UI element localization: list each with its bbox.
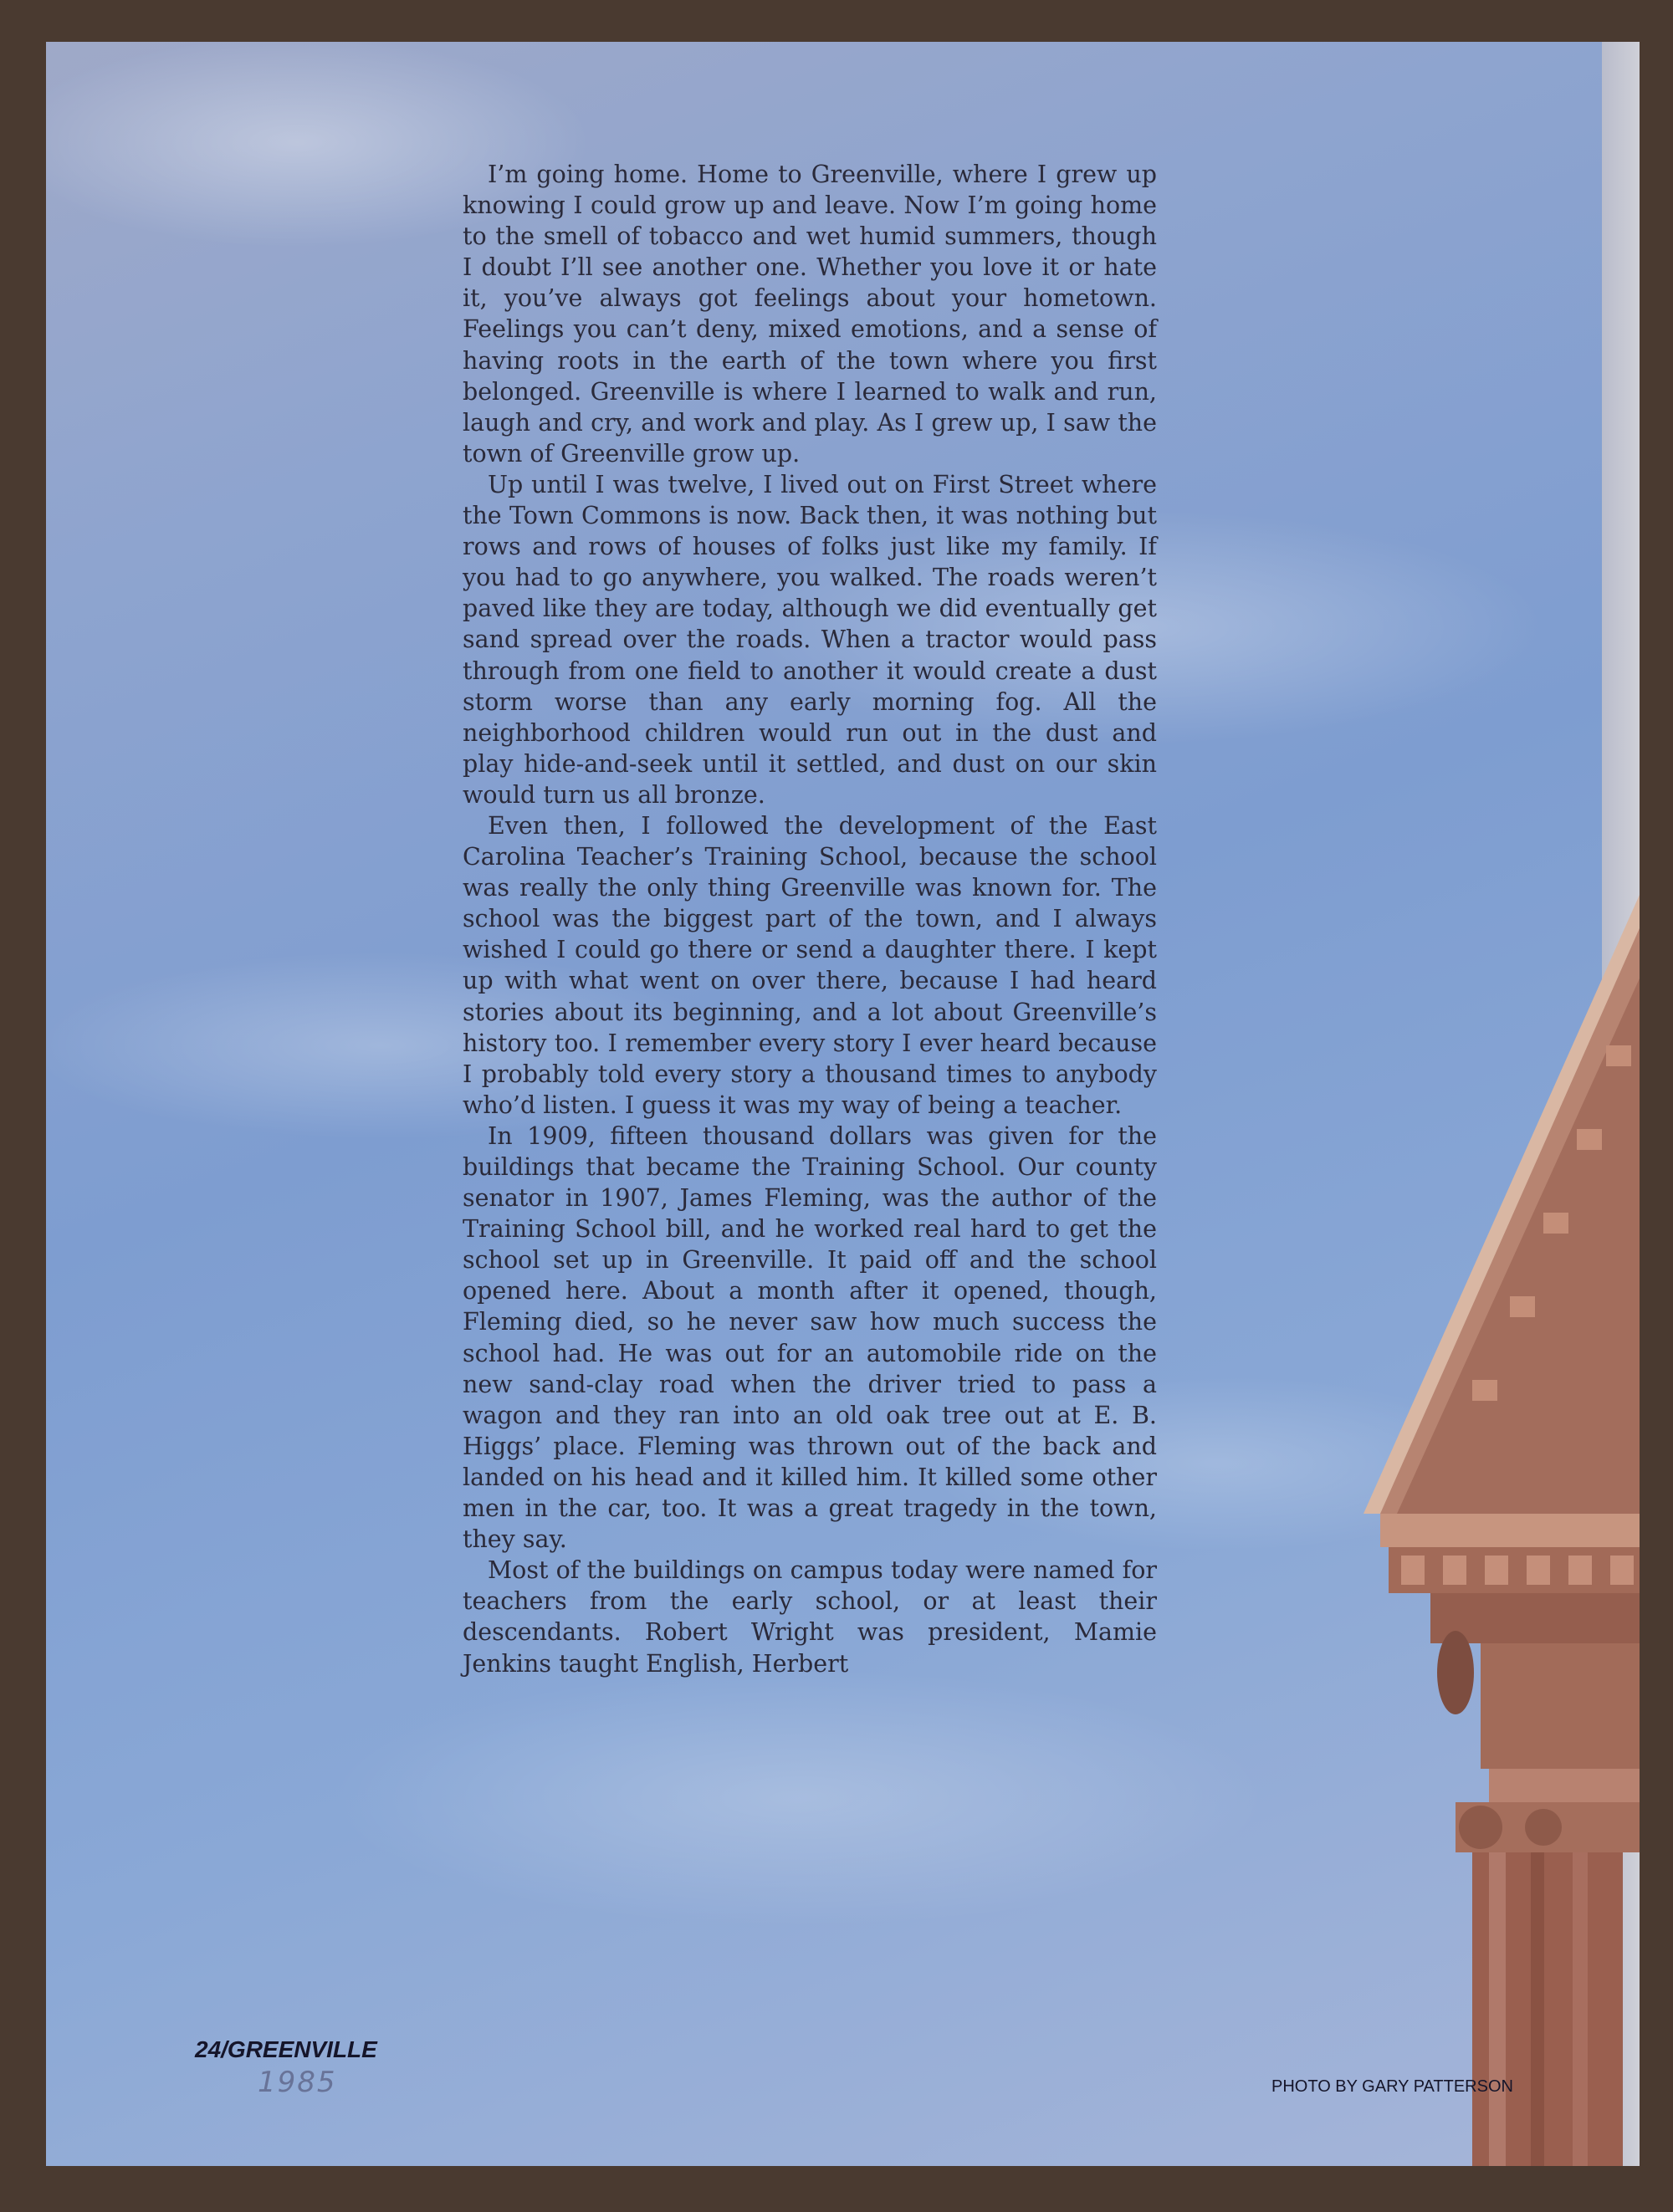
article-body	[463, 159, 1157, 1679]
article-paragraph: I’m going home. Home to Greenville, where I grew up knowing I could grow up and leave. Now I’m going home to the smell of tobacco and wet humid summers, though I doubt I’ll see another one. Whether you love it or hate it, you’ve always got feelings about your hometown. Feelings you can’t deny, mixed emotions, and a sense of having roots in the earth of the town where you first belonged. Greenville is where I learned to walk and run, laugh and cry, and work and play. As I grew up, I saw the town of Greenville grow up.	[463, 161, 1157, 467]
article-paragraph: Even then, I followed the development of the East Carolina Teacher’s Training School, because the school was really the only thing Greenville was known for. The school was the biggest part of the town, and I always wished I could go there or send a daughter there. I kept up with what went on over there, because I had heard stories about its beginning, and a lot about Greenville’s history too. I remember every story I ever heard because I probably told every story a thousand times to anybody who’d listen. I guess it was my way of being a teacher.	[463, 811, 1157, 1119]
article-paragraph: Most of the buildings on campus today were named for teachers from the early school, or at least their descendants. Robert Wright was president, Mamie Jenkins taught English, Herbert	[463, 1556, 1157, 1678]
article-paragraph: Up until I was twelve, I lived out on First Street where the Town Commons is now. Back then, it was nothing but rows and rows of houses of folks just like my family. If you had to go anywhere, you walked. The roads weren’t paved like they are today, although we did eventually get sand spread over the roads. When a tractor would pass through from one field to another it would create a dust storm worse than any early morning fog. All the neighborhood children would run out in the dust and play hide-and-seek until it settled, and dust on our skin would turn us all bronze.	[463, 470, 1157, 809]
magazine-page	[46, 42, 1640, 2166]
handwritten-year-note: 1985	[258, 2066, 337, 2099]
article-paragraph: In 1909, fifteen thousand dollars was given for the buildings that became the Training School. Our county senator in 1907, James Fleming, was the author of the Training School bill, and he worked real hard to get the school set up in Greenville. It paid off and the school opened here. About a month after it opened, though, Fleming died, so he never saw how much success the school had. He was out for an automobile ride on the new sand-clay road when the driver tried to pass a wagon and they ran into an old oak tree out at E. B. Higgs’ place. Fleming was thrown out of the back and landed on his head and it killed him. It killed some other men in the car, too. It was a great tragedy in the town, they say.	[463, 1121, 1157, 1554]
building-pediment-photo	[1363, 878, 1640, 2166]
photo-credit: PHOTO BY GARY PATTERSON	[1271, 2077, 1513, 2096]
page-folio: 24/GREENVILLE	[195, 2036, 377, 2062]
